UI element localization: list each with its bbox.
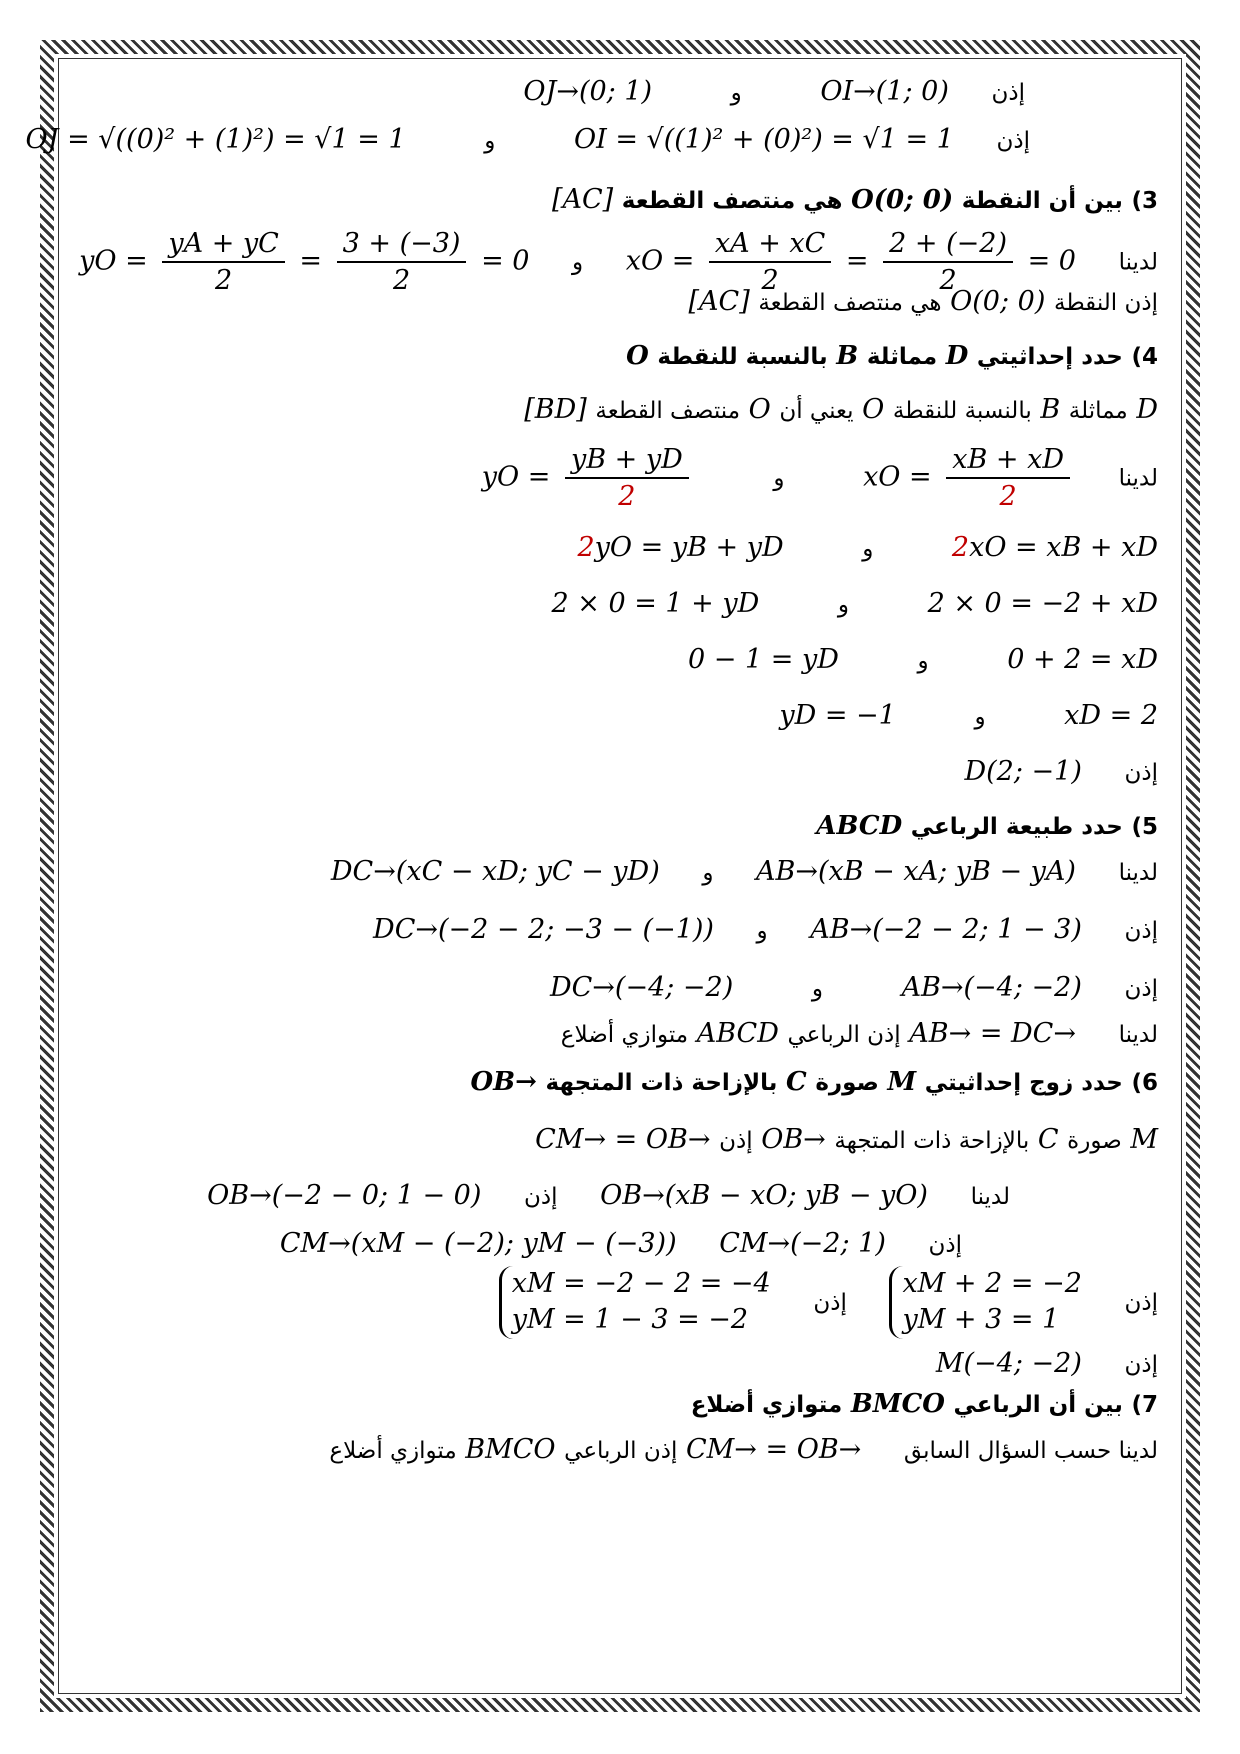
text-idhan: إذن bbox=[996, 128, 1030, 154]
math-norm-oj: OJ = √((0)² + (1)²) = √1 = 1 bbox=[25, 124, 406, 155]
text: بالإزاحة ذات المتجهة bbox=[834, 1128, 1030, 1154]
math-vector-ab: AB→(−4; −2) bbox=[901, 972, 1082, 1003]
math-abcd: ABCD bbox=[696, 1018, 779, 1049]
math-norm-oi: OI = √((1)² + (0)²) = √1 = 1 bbox=[573, 124, 954, 155]
fraction bbox=[337, 228, 467, 296]
text-idhan: إذن bbox=[1124, 976, 1158, 1002]
math-yo-calc bbox=[482, 444, 695, 512]
fraction-numerator: xA + xC bbox=[709, 228, 831, 263]
math-vector-ob: OB→ bbox=[761, 1124, 826, 1155]
text-conclusion-2: هي منتصف القطعة bbox=[758, 290, 942, 316]
equation-system-2 bbox=[499, 1266, 771, 1339]
text-and: و bbox=[756, 918, 768, 944]
text-and: و bbox=[811, 976, 823, 1002]
math-bmco: BMCO bbox=[850, 1389, 945, 1419]
math-xo-label: xO = bbox=[863, 461, 932, 493]
math-yo-label: yO = bbox=[79, 245, 148, 277]
math-xo-calc bbox=[863, 444, 1076, 512]
question-5 bbox=[816, 810, 1158, 841]
text-ladayna: لدينا bbox=[1118, 465, 1158, 492]
text-parallelogram: متوازي أضلاع bbox=[329, 1438, 457, 1464]
equation-y: yM = 1 − 3 = −2 bbox=[511, 1304, 749, 1336]
math-vector-ob: OB→ bbox=[470, 1067, 537, 1097]
math-vector-dc: DC→(−2 − 2; −3 − (−1)) bbox=[373, 914, 714, 945]
math-vector-oj: OJ→(0; 1) bbox=[523, 76, 653, 107]
question-number: 5) bbox=[1131, 814, 1158, 840]
question-number: 6) bbox=[1131, 1070, 1158, 1096]
text-idhan: إذن bbox=[1124, 1289, 1158, 1316]
text-and: و bbox=[862, 536, 874, 562]
math-point-d: D(2; −1) bbox=[964, 756, 1082, 787]
math-yo-label: yO = bbox=[481, 461, 551, 493]
text: بالنسبة للنقطة bbox=[892, 398, 1032, 424]
line-vectors-result bbox=[550, 972, 1158, 1003]
text-ladayna: لدينا bbox=[1118, 1022, 1158, 1048]
math-yo-calc: yO = $\frac{yA + yC}{2}$ = $\frac{3 + (-3)}{2}$ = 0 bbox=[79, 228, 530, 296]
text-idhan: إذن bbox=[813, 1289, 847, 1316]
line-symmetry-def bbox=[524, 394, 1158, 425]
question-number: 4) bbox=[1131, 344, 1158, 370]
fraction bbox=[565, 444, 689, 512]
question-7 bbox=[691, 1388, 1158, 1419]
equation-system-1 bbox=[889, 1266, 1081, 1339]
question-text-2: صورة bbox=[815, 1070, 879, 1096]
text-idhan: إذن bbox=[1124, 918, 1158, 944]
text-and: و bbox=[974, 704, 986, 730]
fraction-denominator: 2 bbox=[392, 265, 411, 296]
text-idhan: إذن bbox=[991, 80, 1025, 106]
fraction-denominator: 2 bbox=[999, 481, 1017, 512]
question-text: بين أن النقطة bbox=[961, 188, 1123, 214]
line-result-d bbox=[965, 756, 1159, 787]
text-and: و bbox=[837, 592, 849, 618]
line-parallelogram-abcd bbox=[561, 1018, 1158, 1049]
question-number: 7) bbox=[1131, 1392, 1158, 1418]
question-text-3: بالنسبة للنقطة bbox=[657, 344, 828, 370]
equation-y: yM + 3 = 1 bbox=[902, 1304, 1060, 1336]
text: إذن bbox=[719, 1128, 753, 1154]
text: منتصف القطعة bbox=[595, 398, 741, 424]
line-step-3 bbox=[688, 644, 1158, 675]
text-ladayna: لدينا حسب السؤال السابق bbox=[903, 1438, 1158, 1464]
math-xo-calc: xO = $\frac{xA + xC}{2}$ = $\frac{2 + (-2)}{2}$ = 0 bbox=[625, 228, 1076, 296]
text: مماثلة bbox=[1068, 398, 1128, 424]
math-eq-y: 0 − 1 = yD bbox=[688, 644, 839, 675]
text: صورة bbox=[1067, 1128, 1122, 1154]
line-step-2 bbox=[551, 588, 1158, 619]
text-idhan: إذن bbox=[1124, 760, 1158, 786]
text-and: و bbox=[702, 860, 714, 886]
question-text: حدد طبيعة الرباعي bbox=[910, 814, 1123, 840]
question-3 bbox=[552, 184, 1158, 215]
equation-x: xM + 2 = −2 bbox=[902, 1268, 1082, 1299]
text-and: و bbox=[484, 128, 496, 154]
math-eq-y bbox=[577, 532, 783, 563]
question-text-2: هي منتصف القطعة bbox=[621, 188, 843, 214]
line-result-m bbox=[936, 1348, 1158, 1379]
question-text-2: متوازي أضلاع bbox=[690, 1392, 843, 1418]
math-vector-ab: AB→(xB − xA; yB − yA) bbox=[756, 856, 1076, 887]
math-eq-y: yD = −1 bbox=[779, 700, 896, 731]
math-vector-dc: DC→(xC − xD; yC − yD) bbox=[330, 856, 660, 887]
math-vector-equality: AB→ = DC→ bbox=[909, 1018, 1076, 1049]
math-result: = 0 bbox=[1027, 245, 1076, 277]
fraction-denominator: 2 bbox=[939, 265, 957, 296]
question-text: حدد إحداثيتي bbox=[976, 344, 1123, 370]
math-vector-cm-values: CM→(−2; 1) bbox=[719, 1228, 886, 1259]
fraction-numerator: yA + yC bbox=[162, 228, 284, 263]
fraction-numerator: 2 + (−2) bbox=[883, 228, 1013, 263]
question-text: بين أن الرباعي bbox=[953, 1392, 1123, 1418]
math-point-m: M(−4; −2) bbox=[935, 1348, 1082, 1379]
math-coefficient: 2 bbox=[951, 532, 970, 563]
text-and: و bbox=[572, 249, 584, 276]
math-eq-x: 2 × 0 = −2 + xD bbox=[927, 588, 1158, 619]
math-vector-ab: AB→(−2 − 2; 1 − 3) bbox=[810, 914, 1082, 945]
math-xo-label: xO = bbox=[625, 245, 695, 277]
math-m: M bbox=[1130, 1124, 1158, 1155]
math-vector-cm-formula: CM→(xM − (−2); yM − (−3)) bbox=[279, 1228, 677, 1259]
line-parallelogram-bmco bbox=[329, 1434, 1158, 1465]
text-and: و bbox=[773, 465, 785, 492]
math-segment-ac: [AC] bbox=[688, 286, 750, 317]
fraction bbox=[162, 228, 284, 296]
math-coefficient: 2 bbox=[577, 532, 595, 563]
fraction-denominator: 2 bbox=[761, 265, 779, 296]
text-ladayna: لدينا bbox=[970, 1184, 1010, 1210]
line-vectors-ab-dc bbox=[331, 856, 1158, 887]
math-c: C bbox=[786, 1067, 807, 1097]
fraction-numerator: 3 + (−3) bbox=[337, 228, 467, 263]
text-idhan: إذن bbox=[524, 1184, 558, 1210]
fraction-numerator: xB + xD bbox=[946, 444, 1070, 479]
fraction bbox=[946, 444, 1070, 512]
question-text: حدد زوج إحداثيتي bbox=[924, 1070, 1123, 1096]
math-vector-ob-formula: OB→(xB − xO; yB − yO) bbox=[600, 1180, 928, 1211]
math-vector-equality: CM→ = OB→ bbox=[685, 1434, 862, 1465]
math-o: O bbox=[862, 394, 885, 425]
math-abcd: ABCD bbox=[816, 811, 903, 841]
fraction-numerator: yB + yD bbox=[565, 444, 689, 479]
line-vectors-oi-oj bbox=[523, 76, 1025, 107]
fraction-denominator: 2 bbox=[214, 265, 233, 296]
math-o: O bbox=[626, 341, 649, 371]
math-eq-x bbox=[952, 532, 1158, 563]
line-translation-def bbox=[535, 1124, 1158, 1155]
math-d: D bbox=[1136, 394, 1158, 425]
math-vector-dc: DC→(−4; −2) bbox=[549, 972, 734, 1003]
math-m: M bbox=[887, 1067, 917, 1097]
line-vector-cm bbox=[280, 1228, 962, 1259]
math-c: C bbox=[1037, 1124, 1059, 1155]
math-o: O bbox=[748, 394, 771, 425]
line-conclusion-o bbox=[689, 286, 1158, 317]
math-vector-oi: OI→(1; 0) bbox=[820, 76, 949, 107]
math-eq-y: 2 × 0 = 1 + yD bbox=[551, 588, 760, 619]
math-b: B bbox=[1040, 394, 1061, 425]
text-and: و bbox=[730, 80, 742, 106]
math-expression: yO = yB + yD bbox=[594, 532, 784, 563]
line-midpoint-bd bbox=[482, 444, 1158, 512]
line-vectors-sub bbox=[373, 914, 1158, 945]
line-vector-ob bbox=[207, 1180, 1010, 1211]
text-ladayna: لدينا bbox=[1118, 860, 1158, 886]
math-eq-x: 0 + 2 = xD bbox=[1007, 644, 1158, 675]
math-bmco: BMCO bbox=[465, 1434, 556, 1465]
text-and: و bbox=[917, 648, 929, 674]
math-expression: xO = xB + xD bbox=[969, 532, 1158, 563]
fraction-denominator: 2 bbox=[618, 481, 636, 512]
text-idhan: إذن bbox=[928, 1232, 962, 1258]
math-result: = 0 bbox=[481, 245, 530, 277]
math-b: B bbox=[836, 341, 859, 371]
text: يعني أن bbox=[779, 398, 854, 424]
text-ladayna: لدينا bbox=[1118, 249, 1158, 276]
question-text-3: بالإزاحة ذات المتجهة bbox=[545, 1070, 778, 1096]
question-point: O(0; 0) bbox=[851, 185, 954, 215]
line-step-1 bbox=[577, 532, 1158, 563]
question-4 bbox=[626, 340, 1158, 371]
line-norms-oi-oj bbox=[26, 124, 1030, 155]
text-idhan: إذن bbox=[1124, 1352, 1158, 1378]
math-eq-x: xD = 2 bbox=[1064, 700, 1158, 731]
math-point-o: O(0; 0) bbox=[950, 286, 1046, 317]
math-vector-equality: CM→ = OB→ bbox=[535, 1124, 711, 1155]
question-segment: [AC] bbox=[551, 184, 614, 215]
text-parallelogram: متوازي أضلاع bbox=[560, 1022, 689, 1048]
question-6 bbox=[471, 1066, 1158, 1097]
line-systems bbox=[499, 1266, 1158, 1339]
equation-x: xM = −2 − 2 = −4 bbox=[511, 1268, 771, 1299]
math-vector-ob-values: OB→(−2 − 0; 1 − 0) bbox=[207, 1180, 482, 1211]
math-d: D bbox=[945, 341, 969, 371]
text-conclusion: إذن النقطة bbox=[1053, 290, 1158, 316]
line-step-4 bbox=[779, 700, 1158, 731]
question-text-2: مماثلة bbox=[866, 344, 938, 370]
text-conclusion: إذن الرباعي bbox=[564, 1438, 678, 1464]
question-number: 3) bbox=[1131, 188, 1158, 214]
math-segment-bd: [BD] bbox=[524, 394, 587, 425]
text-conclusion: إذن الرباعي bbox=[787, 1022, 901, 1048]
